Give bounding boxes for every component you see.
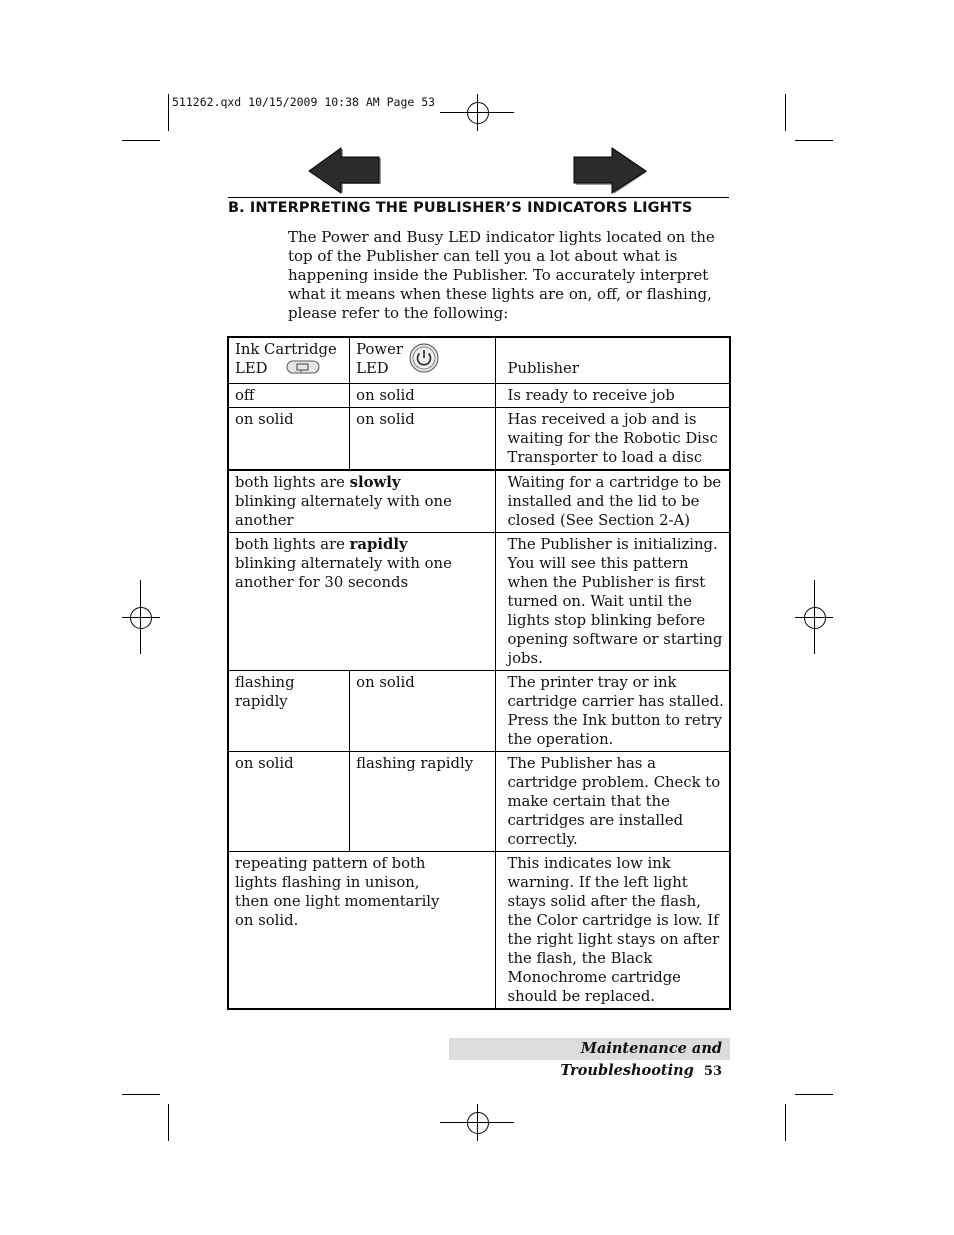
both-lights-cell [228,533,495,671]
table-row [228,384,730,408]
both-text: both lights are [235,474,350,491]
page-footer [449,1038,730,1079]
right-arrow-icon [572,147,650,195]
intro-text: The Power and Busy LED indicator lights located on the top of the Publisher can tell you a lot about what is happening inside the Publisher. To accurately interpret what it means when these lights are on, off, or flashing, please refer to the following: [288,228,715,322]
both-lights-cell: repeating pattern of both lights flashing in unison, then one light momentarily on solid. [228,852,495,1010]
table-header-row [228,337,730,384]
power-cell: on solid [350,671,495,752]
both-text: blinking alternately with one another for 30 seconds [235,555,452,591]
print-slug: 511262.qxd 10/15/2009 10:38 AM Page 53 [172,95,436,109]
publisher-header-label: Publisher [507,360,579,377]
led-indicator-table [227,336,731,1010]
section-heading: B. INTERPRETING THE PUBLISHER’S INDICATORS LIGHTS [228,200,693,216]
both-emphasis: rapidly [349,536,408,553]
publisher-cell: The Publisher has a cartridge problem. Check to make certain that the cartridges are installed correctly. [495,752,730,852]
heading-rule [228,197,729,198]
intro-paragraph [288,228,733,323]
ink-cell: flashing rapidly [228,671,350,752]
left-arrow-icon [308,147,384,195]
both-text: blinking alternately with one another [235,493,452,529]
publisher-cell: The printer tray or ink cartridge carrier has stalled. Press the Ink button to retry the operation. [495,671,730,752]
both-text: both lights are [235,536,350,553]
ink-cell: on solid [228,408,350,471]
footer-section-title: Maintenance and Troubleshooting [560,1040,722,1079]
power-header-line2: LED [356,360,389,377]
power-button-icon [408,342,440,379]
power-header-line1: Power [356,341,403,358]
page-number: 53 [703,1064,722,1079]
forward-button[interactable] [572,147,650,199]
publisher-cell: This indicates low ink warning. If the left light stays solid after the flash, the Color cartridge is low. If the right light stays on after the flash, the Black Monochrome cartridge should be replaced. [495,852,730,1010]
publisher-cell: Is ready to receive job [495,384,730,408]
table-row [228,852,730,1010]
table-row [228,470,730,533]
ink-header-line1: Ink Cartridge [235,341,337,358]
power-cell: on solid [350,384,495,408]
back-button[interactable] [308,147,384,199]
publisher-cell: Has received a job and is waiting for the Robotic Disc Transporter to load a disc [495,408,730,471]
power-led-header [350,337,495,384]
table-row [228,671,730,752]
publisher-header [495,337,730,384]
table-row [228,533,730,671]
power-cell: on solid [350,408,495,471]
both-emphasis: slowly [349,474,401,491]
publisher-cell: Waiting for a cartridge to be installed and the lid to be closed (See Section 2-A) [495,470,730,533]
both-lights-cell [228,470,495,533]
table-row [228,408,730,471]
ink-button-icon [286,360,320,379]
ink-cartridge-led-header [228,337,350,384]
ink-cell: off [228,384,350,408]
power-cell: flashing rapidly [350,752,495,852]
ink-header-line2: LED [235,360,268,377]
ink-cell: on solid [228,752,350,852]
table-row [228,752,730,852]
publisher-cell: The Publisher is initializing. You will see this pattern when the Publisher is first turned on. Wait until the lights stop blinking before opening software or starting jobs. [495,533,730,671]
